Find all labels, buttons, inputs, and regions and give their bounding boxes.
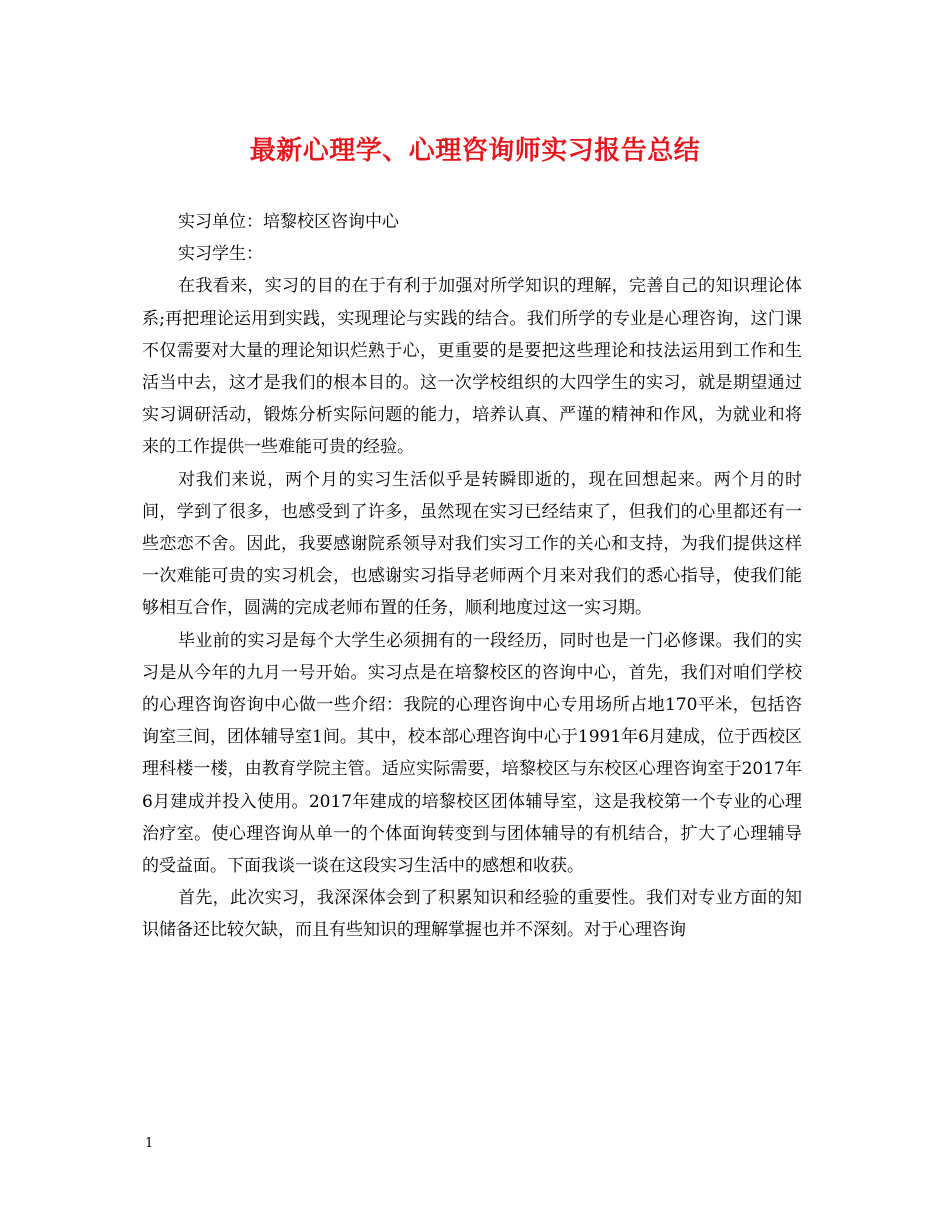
document-body	[142, 206, 802, 947]
body-paragraph: 在我看来，实习的目的在于有利于加强对所学知识的理解，完善自己的知识理论体系;再把理论运用到实践，实现理论与实践的结合。我们所学的专业是心理咨询，这门课不仅需要对大量的理论知识烂熟于心，更重要的是要把这些理论和技法运用到工作和生活当中去，这才是我们的根本目的。这一次学校组织的大四学生的实习，就是期望通过实习调研活动，锻炼分析实际问题的能力，培养认真、严谨的精神和作风，为就业和将来的工作提供一些难能可贵的经验。	[142, 276, 802, 458]
document-title: 最新心理学、心理咨询师实习报告总结	[249, 136, 701, 166]
internship-student-line: 实习学生：	[178, 244, 263, 265]
body-paragraph: 毕业前的实习是每个大学生必须拥有的一段经历，同时也是一门必修课。我们的实习是从今年的九月一号开始。实习点是在培黎校区的咨询中心，首先，我们对咱们学校的心理咨询咨询中心做一些介绍：我院的心理咨询中心专用场所占地170平米，包括咨询室三间，团体辅导室1间。其中，校本部心理咨询中心于1991年6月建成，位于西校区理科楼一楼，由教育学院主管。适应实际需要，培黎校区与东校区心理咨询室于2017年6月建成并投入使用。2017年建成的培黎校区团体辅导室，这是我校第一个专业的心理治疗室。使心理咨询从单一的个体面询转变到与团体辅导的有机结合，扩大了心理辅导的受益面。下面我谈一谈在这段实习生活中的感想和收获。	[142, 630, 802, 877]
body-paragraph: 对我们来说，两个月的实习生活似乎是转瞬即逝的，现在回想起来。两个月的时间，学到了很多，也感受到了许多，虽然现在实习已经结束了，但我们的心里都还有一些恋恋不舍。因此，我要感谢院系领导对我们实习工作的关心和支持，为我们提供这样一次难能可贵的实习机会，也感谢实习指导老师两个月来对我们的悉心指导，使我们能够相互合作，圆满的完成老师布置的任务，顺利地度过这一实习期。	[142, 469, 802, 619]
page-number: 1	[145, 1136, 154, 1151]
internship-unit-line: 实习单位：培黎校区咨询中心	[178, 212, 399, 232]
body-paragraph: 首先，此次实习，我深深体会到了积累知识和经验的重要性。我们对专业方面的知识储备还比较欠缺，而且有些知识的理解掌握也并不深刻。对于心理咨询	[142, 888, 802, 941]
